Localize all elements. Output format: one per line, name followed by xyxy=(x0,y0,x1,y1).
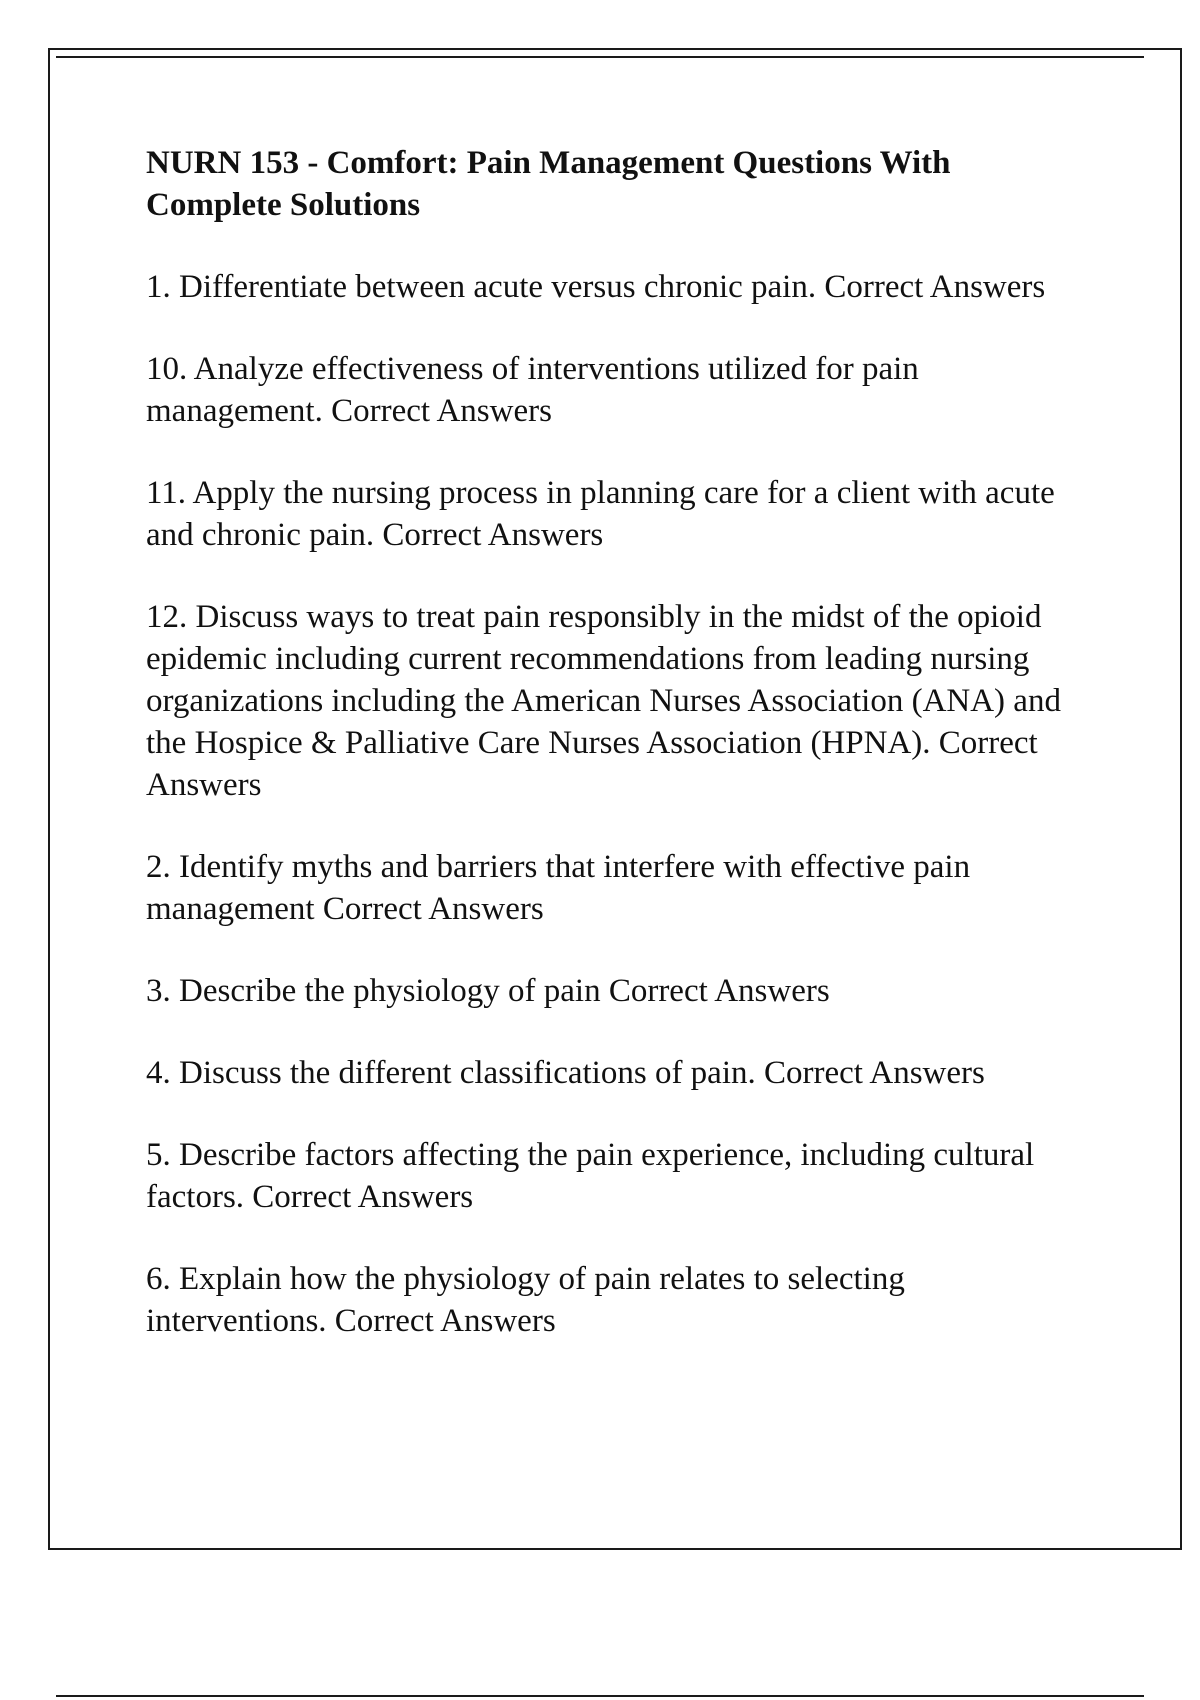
question-item: 5. Describe factors affecting the pain experience, including cultural factors. Correct Answers xyxy=(146,1137,1035,1215)
document-body xyxy=(146,142,1086,1382)
question-item: 1. Differentiate between acute versus chronic pain. Correct Answers xyxy=(146,269,1046,305)
question-item: 12. Discuss ways to treat pain responsibly in the midst of the opioid epidemic including current recommendations from leading nursing organizations including the American Nurses Association (ANA) and the Hospice & Palliative Care Nurses Association (HPNA). Correct Answers xyxy=(146,599,1061,803)
question-item: 2. Identify myths and barriers that interfere with effective pain management Correct Answers xyxy=(146,849,971,927)
bottom-divider xyxy=(56,1695,1144,1697)
question-item: 6. Explain how the physiology of pain relates to selecting interventions. Correct Answers xyxy=(146,1261,905,1339)
question-item: 11. Apply the nursing process in planning care for a client with acute and chronic pain. Correct Answers xyxy=(146,475,1055,553)
question-item: 3. Describe the physiology of pain Correct Answers xyxy=(146,973,830,1009)
document-title: NURN 153 - Comfort: Pain Management Questions With Complete Solutions xyxy=(146,145,951,223)
question-item: 4. Discuss the different classifications of pain. Correct Answers xyxy=(146,1055,985,1091)
question-item: 10. Analyze effectiveness of interventions utilized for pain management. Correct Answers xyxy=(146,351,919,429)
top-divider xyxy=(56,56,1144,58)
